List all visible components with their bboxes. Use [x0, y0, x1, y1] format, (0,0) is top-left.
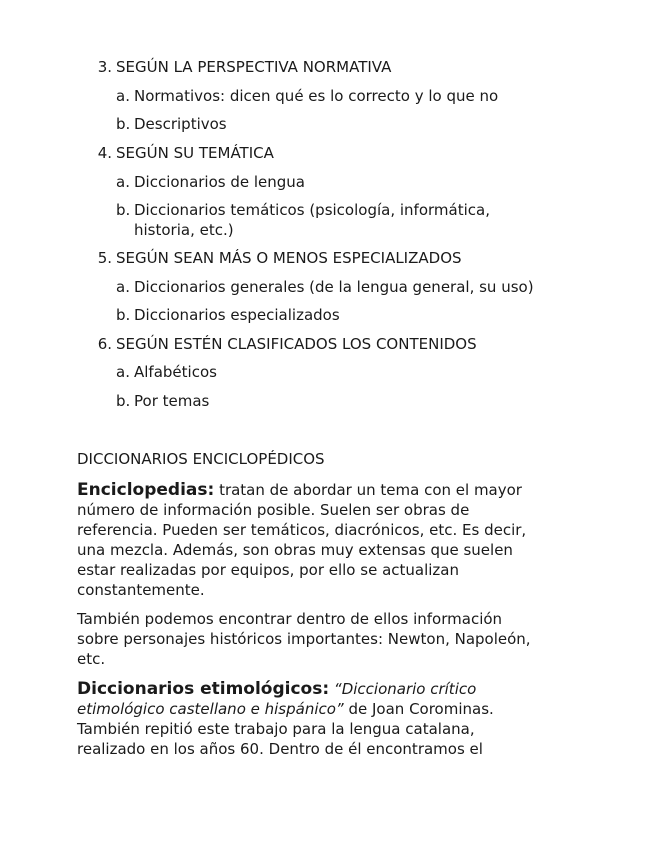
sublist-text: Diccionarios de lengua — [134, 173, 305, 191]
enciclopedias-paragraph — [77, 480, 577, 600]
sublist-text: Normativos: dicen qué es lo correcto y lo que no — [134, 87, 499, 105]
paragraph-line: tratan de abordar un tema con el mayor — [214, 481, 522, 499]
sublist-letter: b. — [116, 306, 131, 324]
term-enciclopedias: Enciclopedias: — [77, 480, 215, 500]
sublist-letter: b. — [116, 201, 131, 219]
list-item-title: SEGÚN SEAN MÁS O MENOS ESPECIALIZADOS — [116, 249, 462, 267]
book-title-part: etimológico castellano e hispánico” — [77, 700, 344, 718]
list-item-number: 4. — [97, 144, 112, 162]
sublist-text: Diccionarios especializados — [134, 306, 340, 324]
list-item-number: 5. — [97, 249, 112, 267]
paragraph-line: estar realizadas por equipos, por ello se actualizan — [77, 561, 459, 579]
paragraph-line: realizado en los años 60. Dentro de él encontramos el — [77, 740, 483, 758]
list-item-title: SEGÚN SU TEMÁTICA — [116, 144, 274, 162]
sublist-text: historia, etc.) — [134, 221, 234, 239]
paragraph-line: constantemente. — [77, 581, 205, 599]
book-title-part: “Diccionario crítico — [329, 680, 477, 698]
paragraph-line: de Joan Corominas. — [343, 700, 494, 718]
paragraph-line: número de información posible. Suelen ser obras de — [77, 501, 470, 519]
sublist-letter: a. — [116, 278, 130, 296]
sublist-text: Descriptivos — [134, 115, 227, 133]
list-item-number: 3. — [97, 58, 112, 76]
sublist-letter: b. — [116, 115, 131, 133]
list-item-title: SEGÚN LA PERSPECTIVA NORMATIVA — [116, 58, 392, 76]
paragraph-line: una mezcla. Además, son obras muy extensas que suelen — [77, 541, 513, 559]
paragraph-line: referencia. Pueden ser temáticos, diacrónicos, etc. Es decir, — [77, 521, 527, 539]
section-title: DICCIONARIOS ENCICLOPÉDICOS — [77, 450, 325, 468]
sublist-letter: a. — [116, 87, 130, 105]
term-etimologicos: Diccionarios etimológicos: — [77, 679, 330, 699]
sublist-letter: b. — [116, 392, 131, 410]
sublist-text: Alfabéticos — [134, 363, 217, 381]
etimologicos-paragraph — [77, 679, 577, 759]
paragraph-line: etc. — [77, 650, 106, 668]
paragraph-line: También repitió este trabajo para la lengua catalana, — [77, 720, 475, 738]
paragraph-line: También podemos encontrar dentro de ellos información — [77, 610, 503, 628]
sublist-letter: a. — [116, 173, 130, 191]
sublist-text: Diccionarios temáticos (psicología, informática, — [134, 201, 490, 219]
paragraph-line: sobre personajes históricos importantes: Newton, Napoleón, — [77, 630, 531, 648]
sublist-letter: a. — [116, 363, 130, 381]
sublist-text: Diccionarios generales (de la lengua general, su uso) — [134, 278, 534, 296]
sublist-text: Por temas — [134, 392, 210, 410]
list-item-number: 6. — [97, 335, 112, 353]
list-item-title: SEGÚN ESTÉN CLASIFICADOS LOS CONTENIDOS — [116, 335, 477, 353]
tambien-paragraph — [77, 609, 577, 669]
